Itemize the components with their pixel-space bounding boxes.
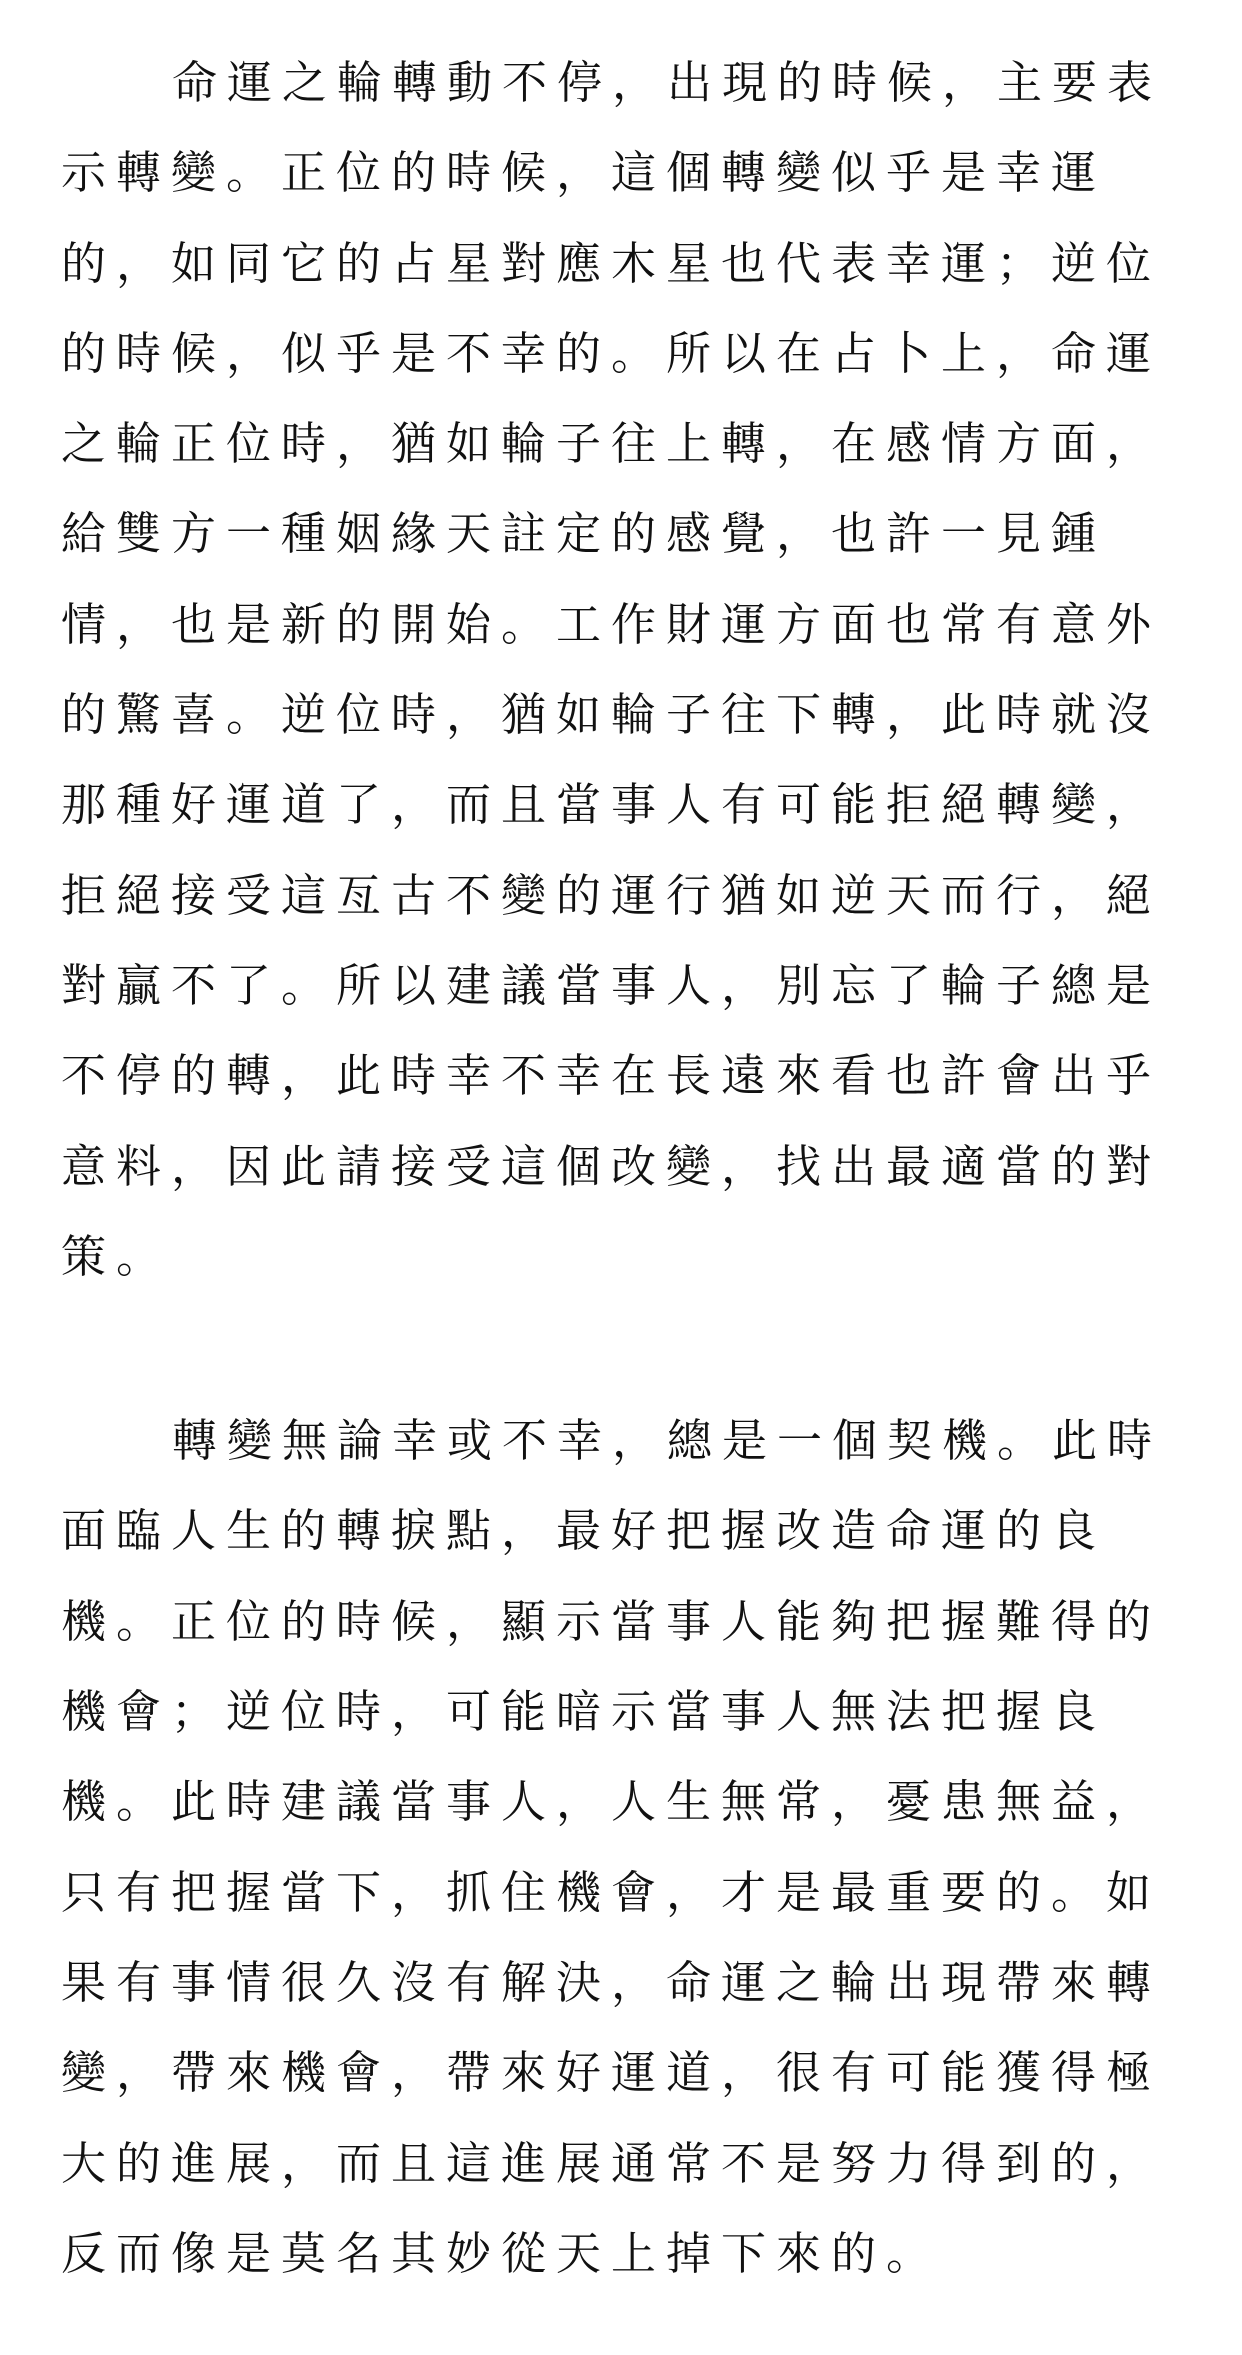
text-line: 變，帶來機會，帶來好運道，很有可能獲得極	[61, 2046, 1162, 2100]
text-line: 機會；逆位時，可能暗示當事人無法把握良	[61, 1685, 1107, 1739]
paragraph-2	[61, 1396, 1177, 2299]
text-line: 對贏不了。所以建議當事人，別忘了輪子總是	[61, 958, 1162, 1012]
paragraph-spacer	[61, 1302, 1177, 1396]
paragraph-1	[61, 38, 1177, 1302]
text-line: 面臨人生的轉捩點，最好把握改造命運的良	[61, 1504, 1107, 1558]
text-line: 命運之輪轉動不停，出現的時候，主要表	[172, 56, 1163, 109]
text-line: 的驚喜。逆位時，猶如輪子往下轉，此時就沒	[61, 688, 1162, 742]
text-line: 果有事情很久沒有解決，命運之輪出現帶來轉	[61, 1955, 1162, 2009]
text-line: 機。此時建議當事人，人生無常，憂患無益，	[61, 1775, 1162, 1829]
text-line: 的，如同它的占星對應木星也代表幸運；逆位	[61, 236, 1162, 290]
text-line: 只有把握當下，抓住機會，才是最重要的。如	[61, 1865, 1162, 1919]
text-line: 機。正位的時候，顯示當事人能夠把握難得的	[61, 1594, 1162, 1648]
text-line: 那種好運道了，而且當事人有可能拒絕轉變，	[61, 778, 1162, 832]
text-line: 示轉變。正位的時候，這個轉變似乎是幸運	[61, 146, 1107, 200]
text-line: 的時候，似乎是不幸的。所以在占卜上，命運	[61, 326, 1162, 380]
text-line: 大的進展，而且這進展通常不是努力得到的，	[61, 2136, 1162, 2190]
text-line: 意料，因此請接受這個改變，找出最適當的對	[61, 1139, 1162, 1193]
text-line: 之輪正位時，猶如輪子往上轉，在感情方面，	[61, 417, 1162, 471]
text-line: 不停的轉，此時幸不幸在長遠來看也許會出乎	[61, 1049, 1162, 1103]
text-line: 策。	[61, 1229, 172, 1283]
article-body	[61, 38, 1177, 2299]
text-line: 轉變無論幸或不幸，總是一個契機。此時	[172, 1414, 1163, 1468]
text-line: 情，也是新的開始。工作財運方面也常有意外	[61, 597, 1162, 651]
text-line: 反而像是莫名其妙從天上掉下來的。	[61, 2226, 942, 2280]
text-line: 拒絕接受這亙古不變的運行猶如逆天而行，絕	[61, 868, 1162, 922]
text-line: 給雙方一種姻緣天註定的感覺，也許一見鍾	[61, 507, 1107, 561]
